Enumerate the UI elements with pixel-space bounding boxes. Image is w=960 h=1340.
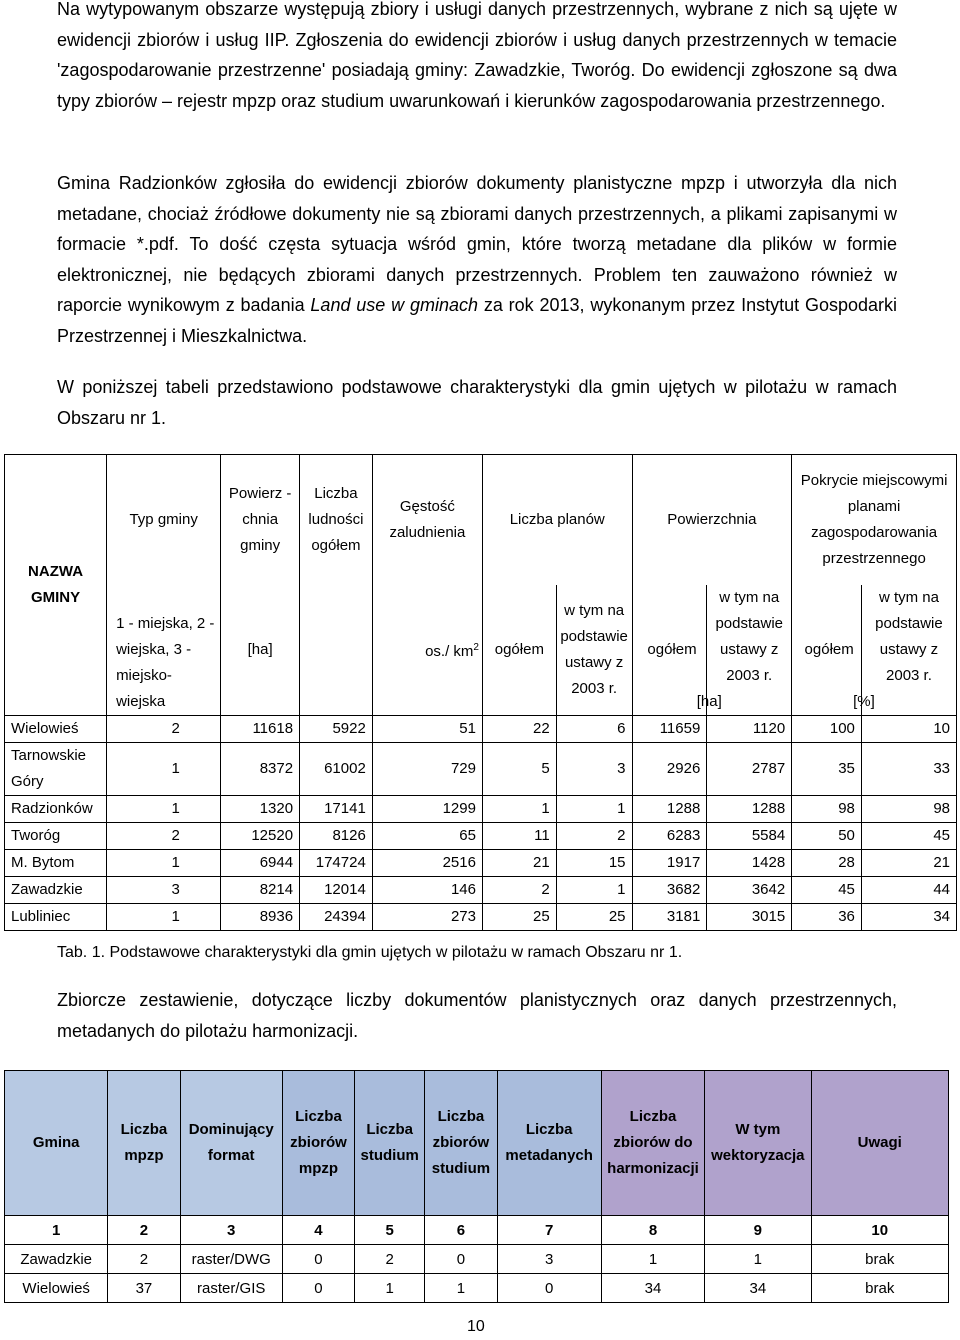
cell-surface: 1288 xyxy=(632,796,707,823)
cell-gmina: Zawadzkie xyxy=(5,1245,108,1274)
cell-name: Zawadzkie xyxy=(5,877,107,904)
cell-plans-sub: 25 xyxy=(556,904,632,931)
cell-value: 3 xyxy=(497,1245,601,1274)
header-liczba-studium: Liczba studium xyxy=(355,1071,425,1216)
header-liczba-zbiorow-harmonizacji: Liczba zbiorów do harmonizacji xyxy=(601,1071,704,1216)
table-harmonization-summary xyxy=(4,1070,949,1303)
column-number: 5 xyxy=(355,1216,425,1245)
cell-pop: 17141 xyxy=(300,796,373,823)
table-row xyxy=(5,716,957,743)
table-row xyxy=(5,1245,949,1274)
cell-surface: 11659 xyxy=(632,716,707,743)
cell-area: 11618 xyxy=(221,716,300,743)
cell-area: 8214 xyxy=(221,877,300,904)
header-area-unit: [ha] xyxy=(221,585,300,716)
cell-value: 2 xyxy=(108,1245,180,1274)
header-gestosc: Gęstość zaludnienia xyxy=(372,455,482,586)
cell-coverage-sub: 44 xyxy=(861,877,956,904)
header-powierzchnia: Powierzchnia xyxy=(632,455,792,586)
cell-typ: 1 xyxy=(107,743,221,796)
cell-coverage: 35 xyxy=(792,743,862,796)
cell-coverage-sub: 21 xyxy=(861,850,956,877)
cell-name: Tworóg xyxy=(5,823,107,850)
paragraph-ewidencja: Na wytypowanym obszarze występują zbiory i usługi danych przestrzennych, wybrane z nich są ujęte w ewidencji zbiorów i usług IIP. Zgłoszenia do ewidencji zbiorów i usług danych przestrzennych w temacie 'zagospodarowanie przestrzenne' posiadają gminy: Zawadzkie, Tworóg. Do ewidencji zgłoszone są dwa typy zbiorów – rejestr mpzp oraz studium uwarunkowań i kierunków zagospodarowania przestrzennego. xyxy=(57,0,897,111)
cell-coverage-sub: 34 xyxy=(861,904,956,931)
cell-typ: 1 xyxy=(107,904,221,931)
header-plans-total: ogółem xyxy=(482,585,556,716)
cell-pop: 61002 xyxy=(300,743,373,796)
cell-value: 2 xyxy=(355,1245,425,1274)
header-nazwa-gminy: NAZWA GMINY xyxy=(5,455,107,716)
cell-surface-sub: 2787 xyxy=(707,743,792,796)
header-powierzchnia-gminy: Powierz -chnia gminy xyxy=(221,455,300,586)
cell-coverage: 36 xyxy=(792,904,862,931)
cell-area: 12520 xyxy=(221,823,300,850)
header-liczba-zbiorow-mpzp: Liczba zbiorów mpzp xyxy=(282,1071,354,1216)
cell-plans-sub: 3 xyxy=(556,743,632,796)
cell-plans-sub: 2 xyxy=(556,823,632,850)
header-pop-empty xyxy=(300,585,373,716)
cell-coverage: 98 xyxy=(792,796,862,823)
cell-density: 51 xyxy=(372,716,482,743)
header-surface-total: ogółem xyxy=(632,585,707,716)
header-coverage-sub: w tym na podstawie ustawy z 2003 r. [%] xyxy=(861,585,956,716)
cell-value: 1 xyxy=(705,1245,811,1274)
header-gmina: Gmina xyxy=(5,1071,108,1216)
cell-plans: 2 xyxy=(482,877,556,904)
cell-density: 729 xyxy=(372,743,482,796)
cell-coverage-sub: 45 xyxy=(861,823,956,850)
column-number: 9 xyxy=(705,1216,811,1245)
cell-density: 2516 xyxy=(372,850,482,877)
cell-area: 8372 xyxy=(221,743,300,796)
header-liczba-mpzp: Liczba mpzp xyxy=(108,1071,180,1216)
cell-coverage: 45 xyxy=(792,877,862,904)
header-coverage-unit: [%] xyxy=(853,693,875,710)
cell-value: 34 xyxy=(601,1274,704,1303)
table-caption: Tab. 1. Podstawowe charakterystyki dla gmin ujętych w pilotażu w ramach Obszaru nr 1. xyxy=(57,944,683,961)
cell-name: Tarnowskie Góry xyxy=(5,743,107,796)
table-row xyxy=(5,850,957,877)
cell-plans-sub: 1 xyxy=(556,796,632,823)
cell-name: Wielowieś xyxy=(5,716,107,743)
cell-value: 0 xyxy=(282,1274,354,1303)
column-number: 1 xyxy=(5,1216,108,1245)
cell-typ: 2 xyxy=(107,823,221,850)
cell-typ: 2 xyxy=(107,716,221,743)
cell-value: raster/DWG xyxy=(180,1245,282,1274)
cell-typ: 3 xyxy=(107,877,221,904)
cell-plans: 22 xyxy=(482,716,556,743)
cell-value: raster/GIS xyxy=(180,1274,282,1303)
table-row xyxy=(5,877,957,904)
header-typ-gminy: Typ gminy xyxy=(107,455,221,586)
cell-surface-sub: 1120 xyxy=(707,716,792,743)
column-number: 6 xyxy=(425,1216,497,1245)
cell-plans: 25 xyxy=(482,904,556,931)
column-number: 2 xyxy=(108,1216,180,1245)
report-title: Land use w gminach xyxy=(310,295,479,315)
header-density-unit: os./ $km^2$ xyxy=(372,585,482,716)
paragraph-summary-intro: Zbiorcze zestawienie, dotyczące liczby dokumentów planistycznych oraz danych przestrzennych, metadanych do pilotażu harmonizacji. xyxy=(57,990,897,1041)
cell-surface: 6283 xyxy=(632,823,707,850)
cell-plans-sub: 1 xyxy=(556,877,632,904)
header-coverage-total: ogółem xyxy=(792,585,862,716)
paragraph-radzionkow-text-b: za rok 2013, wykonanym przez Instytut Gospodarki Przestrzennej i Mieszkalnictwa. xyxy=(57,295,897,346)
header-surface-unit: [ha] xyxy=(696,693,722,710)
cell-value: 34 xyxy=(705,1274,811,1303)
header-liczba-ludnosci: Liczba ludności ogółem xyxy=(300,455,373,586)
cell-surface-sub: 1428 xyxy=(707,850,792,877)
cell-plans: 1 xyxy=(482,796,556,823)
cell-area: 6944 xyxy=(221,850,300,877)
cell-plans: 5 xyxy=(482,743,556,796)
header-w-tym-wektoryzacja: W tym wektoryzacja xyxy=(705,1071,811,1216)
cell-plans: 21 xyxy=(482,850,556,877)
cell-surface: 1917 xyxy=(632,850,707,877)
cell-pop: 12014 xyxy=(300,877,373,904)
table-row xyxy=(5,796,957,823)
page-number: 10 xyxy=(467,1318,485,1335)
cell-value: 0 xyxy=(282,1245,354,1274)
cell-surface: 3181 xyxy=(632,904,707,931)
cell-surface-sub: 5584 xyxy=(707,823,792,850)
paragraph-radzionkow xyxy=(57,168,897,351)
cell-pop: 24394 xyxy=(300,904,373,931)
header-surface-sub: w tym na podstawie ustawy z 2003 r. [ha] xyxy=(707,585,792,716)
table-row xyxy=(5,1274,949,1303)
cell-surface: 2926 xyxy=(632,743,707,796)
cell-value: 0 xyxy=(497,1274,601,1303)
table-gminy-characteristics xyxy=(4,454,957,931)
header-liczba-planow: Liczba planów xyxy=(482,455,632,586)
cell-pop: 174724 xyxy=(300,850,373,877)
cell-pop: 8126 xyxy=(300,823,373,850)
cell-typ: 1 xyxy=(107,850,221,877)
header-liczba-zbiorow-studium: Liczba zbiorów studium xyxy=(425,1071,497,1216)
cell-value: brak xyxy=(811,1274,949,1303)
cell-density: 1299 xyxy=(372,796,482,823)
table-row xyxy=(5,823,957,850)
cell-value: brak xyxy=(811,1245,949,1274)
header-dominujacy-format: Dominujący format xyxy=(180,1071,282,1216)
cell-area: 1320 xyxy=(221,796,300,823)
paragraph-table-intro: W poniższej tabeli przedstawiono podstawowe charakterystyki dla gmin ujętych w pilotażu w ramach Obszaru nr 1. xyxy=(57,377,897,428)
cell-coverage-sub: 98 xyxy=(861,796,956,823)
cell-name: Lubliniec xyxy=(5,904,107,931)
cell-surface-sub: 3642 xyxy=(707,877,792,904)
table-row xyxy=(5,743,957,796)
cell-value: 37 xyxy=(108,1274,180,1303)
cell-value: 1 xyxy=(425,1274,497,1303)
cell-density: 146 xyxy=(372,877,482,904)
cell-density: 273 xyxy=(372,904,482,931)
cell-coverage: 28 xyxy=(792,850,862,877)
cell-density: 65 xyxy=(372,823,482,850)
cell-pop: 5922 xyxy=(300,716,373,743)
cell-surface-sub: 1288 xyxy=(707,796,792,823)
cell-coverage-sub: 33 xyxy=(861,743,956,796)
cell-value: 1 xyxy=(355,1274,425,1303)
header-plans-sub: w tym na podstawie ustawy z 2003 r. xyxy=(556,585,632,716)
column-number: 7 xyxy=(497,1216,601,1245)
cell-value: 0 xyxy=(425,1245,497,1274)
header-pokrycie: Pokrycie miejscowymi planami zagospodarowania przestrzennego xyxy=(792,455,957,586)
cell-coverage: 50 xyxy=(792,823,862,850)
column-number: 4 xyxy=(282,1216,354,1245)
cell-area: 8936 xyxy=(221,904,300,931)
column-number: 10 xyxy=(811,1216,949,1245)
cell-name: M. Bytom xyxy=(5,850,107,877)
cell-value: 1 xyxy=(601,1245,704,1274)
cell-surface-sub: 3015 xyxy=(707,904,792,931)
cell-plans-sub: 15 xyxy=(556,850,632,877)
cell-plans: 11 xyxy=(482,823,556,850)
paragraph-radzionkow-text-a: Gmina Radzionków zgłosiła do ewidencji zbiorów dokumenty planistyczne mpzp i utworzyła dla nich metadane, chociaż źródłowe dokumenty nie są zbiorami danych przestrzennych, a plikami zapisanymi w formacie *.pdf. To dość częsta sytuacja wśród gmin, które tworzą metadane dla plików w formie elektronicznej, nie będących zbiorami danych przestrzennych. Problem ten zauważono również w raporcie wynikowym z badania xyxy=(57,173,897,315)
cell-typ: 1 xyxy=(107,796,221,823)
cell-coverage-sub: 10 xyxy=(861,716,956,743)
cell-name: Radzionków xyxy=(5,796,107,823)
column-number: 3 xyxy=(180,1216,282,1245)
cell-surface: 3682 xyxy=(632,877,707,904)
column-number: 8 xyxy=(601,1216,704,1245)
table-row xyxy=(5,904,957,931)
cell-coverage: 100 xyxy=(792,716,862,743)
header-uwagi: Uwagi xyxy=(811,1071,949,1216)
header-typ-legend: 1 - miejska, 2 - wiejska, 3 - miejsko-wiejska xyxy=(107,585,221,716)
header-liczba-metadanych: Liczba metadanych xyxy=(497,1071,601,1216)
cell-plans-sub: 6 xyxy=(556,716,632,743)
cell-gmina: Wielowieś xyxy=(5,1274,108,1303)
